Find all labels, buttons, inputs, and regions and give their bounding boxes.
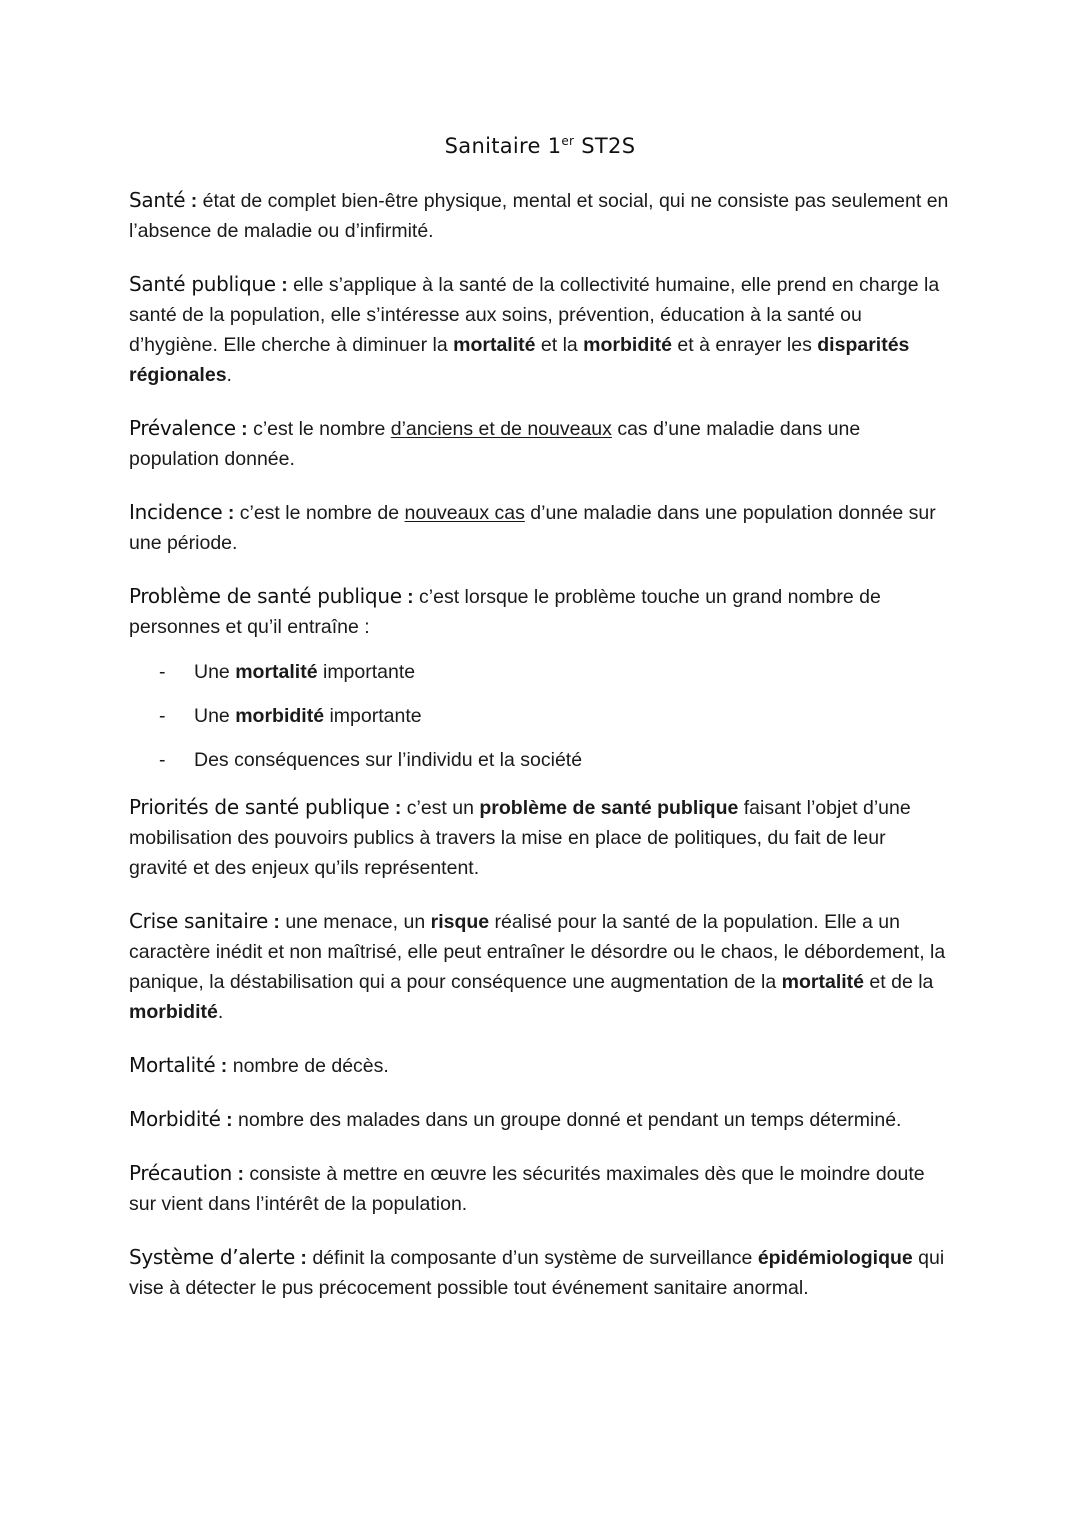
definitions-list	[129, 185, 949, 1326]
term-label: Morbidité	[129, 1107, 221, 1131]
definition-text: cas d’une maladie dans une population donnée.	[129, 418, 861, 470]
term-label: Mortalité	[129, 1053, 216, 1077]
term-label: Crise sanitaire	[129, 909, 268, 933]
title-superscript: er	[561, 134, 575, 148]
definition-crise-sanitaire: Crise sanitaire : une menace, un risque réalisé pour la santé de la population. Elle a un caractère inédit et non maîtrisé, elle peut entraîner le désordre ou le chaos, le débordement, la panique, la déstabilisation qui a pour conséquence une augmentation de la mortalité et de la morbidité.	[129, 909, 946, 1023]
list-item: - Une mortalité importante	[159, 661, 416, 683]
definition-incidence: Incidence : c’est le nombre de nouveaux cas d’une maladie dans une population donnée sur une période.	[129, 500, 936, 554]
definition-text: qui vise à détecter le pus précocement possible tout événement sanitaire anormal.	[129, 1247, 945, 1299]
consequences-list	[129, 657, 949, 775]
term-label: Incidence	[129, 500, 223, 524]
definition-text: c’est lorsque le problème touche un grand nombre de personnes et qu’il entraîne :	[129, 586, 881, 638]
underlined-text: nouveaux cas	[404, 502, 525, 524]
bold-text: mortalité	[781, 971, 865, 993]
bold-text: mortalité	[235, 661, 318, 683]
bold-text: mortalité	[453, 334, 536, 356]
underlined-text: d’anciens et de nouveaux	[390, 418, 612, 440]
definition-text: et la	[535, 334, 584, 356]
definition-text: .	[226, 364, 232, 386]
definition-text: c’est le nombre	[253, 418, 391, 440]
term-label: Priorités de santé publique	[129, 795, 390, 819]
bold-text: morbidité	[129, 1001, 218, 1023]
definition-text: consiste à mettre en œuvre les sécurités maximales dès que le moindre doute sur vient dans l’intérêt de la population.	[129, 1163, 925, 1215]
definition-text: .	[217, 1001, 224, 1023]
term-label: Problème de santé publique	[129, 584, 402, 608]
definition-precaution: Précaution : consiste à mettre en œuvre les sécurités maximales dès que le moindre doute sur vient dans l’intérêt de la population.	[129, 1161, 925, 1215]
definition-text: c’est le nombre de	[239, 502, 405, 524]
definition-text: c’est un	[406, 797, 480, 819]
definition-text: nombre des malades dans un groupe donné et pendant un temps déterminé.	[238, 1109, 902, 1131]
term-label: Précaution	[129, 1161, 233, 1185]
title-main: Sanitaire 1	[444, 134, 562, 158]
list-item: - Des conséquences sur l’individu et la société	[159, 749, 583, 771]
term-label: Santé publique	[129, 272, 276, 296]
definition-text: elle s’applique à la santé de la collectivité humaine, elle prend en charge la santé de la population, elle s’intéresse aux soins, prévention, éducation à la santé ou d’hygiène. Elle cherche à diminuer la	[129, 274, 940, 356]
bold-text: risque	[430, 911, 490, 933]
term-label: Santé	[129, 188, 186, 212]
bold-text: épidémiologique	[757, 1247, 913, 1269]
definition-text: et de la	[864, 971, 934, 993]
definition-text: une menace, un	[285, 911, 431, 933]
definition-text: et à enrayer les	[672, 334, 818, 356]
definition-mortalite: Mortalité : nombre de décès.	[129, 1053, 389, 1077]
definition-text: réalisé pour la santé de la population. Elle a un caractère inédit et non maîtrisé, elle peut entraîner le désordre ou le chaos, le débordement, la panique, la déstabilisation qui a pour conséquence une augmentation de la	[129, 911, 946, 993]
bold-text: problème de santé publique	[479, 797, 739, 819]
definition-text: nombre de décès.	[232, 1055, 389, 1077]
definition-text: définit la composante d’un système de surveillance	[312, 1247, 758, 1269]
page-title	[0, 134, 1080, 158]
definition-text: d’une maladie dans une population donnée sur une période.	[129, 502, 936, 554]
definition-text: état de complet bien-être physique, mental et social, qui ne consiste pas seulement en l’absence de maladie ou d’infirmité.	[129, 190, 949, 242]
term-label: Prévalence	[129, 416, 236, 440]
definition-systeme-alerte: Système d’alerte : définit la composante d’un système de surveillance épidémiologique qui vise à détecter le pus précocement possible tout événement sanitaire anormal.	[129, 1245, 945, 1299]
definition-sante: Santé : état de complet bien-être physique, mental et social, qui ne consiste pas seulement en l’absence de maladie ou d’infirmité.	[129, 188, 949, 242]
bold-text: morbidité	[583, 334, 673, 356]
definition-priorites: Priorités de santé publique : c’est un problème de santé publique faisant l’objet d’une mobilisation des pouvoirs publics à travers la mise en place de politiques, du fait de leur gravité et des enjeux qu’ils représentent.	[129, 795, 911, 879]
definition-morbidite: Morbidité : nombre des malades dans un groupe donné et pendant un temps déterminé.	[129, 1107, 902, 1131]
bold-text: disparités régionales	[129, 334, 910, 386]
list-item: - Une morbidité importante	[159, 705, 422, 727]
definition-sante-publique: Santé publique : elle s’applique à la santé de la collectivité humaine, elle prend en charge la santé de la population, elle s’intéresse aux soins, prévention, éducation à la santé ou d’hygiène. Elle cherche à diminuer la mortalité et la morbidité et à enrayer les disparités régionales.	[129, 272, 940, 386]
definition-text: faisant l’objet d’une mobilisation des pouvoirs publics à travers la mise en place de politiques, du fait de leur gravité et des enjeux qu’ils représentent.	[129, 797, 911, 879]
title-tail: ST2S	[574, 134, 636, 158]
definition-prevalence: Prévalence : c’est le nombre d’anciens et de nouveaux cas d’une maladie dans une population donnée.	[129, 416, 861, 470]
bold-text: morbidité	[235, 705, 325, 727]
definition-probleme-sante-publique: Problème de santé publique : c’est lorsque le problème touche un grand nombre de personnes et qu’il entraîne :	[129, 584, 881, 638]
term-label: Système d’alerte	[129, 1245, 295, 1269]
